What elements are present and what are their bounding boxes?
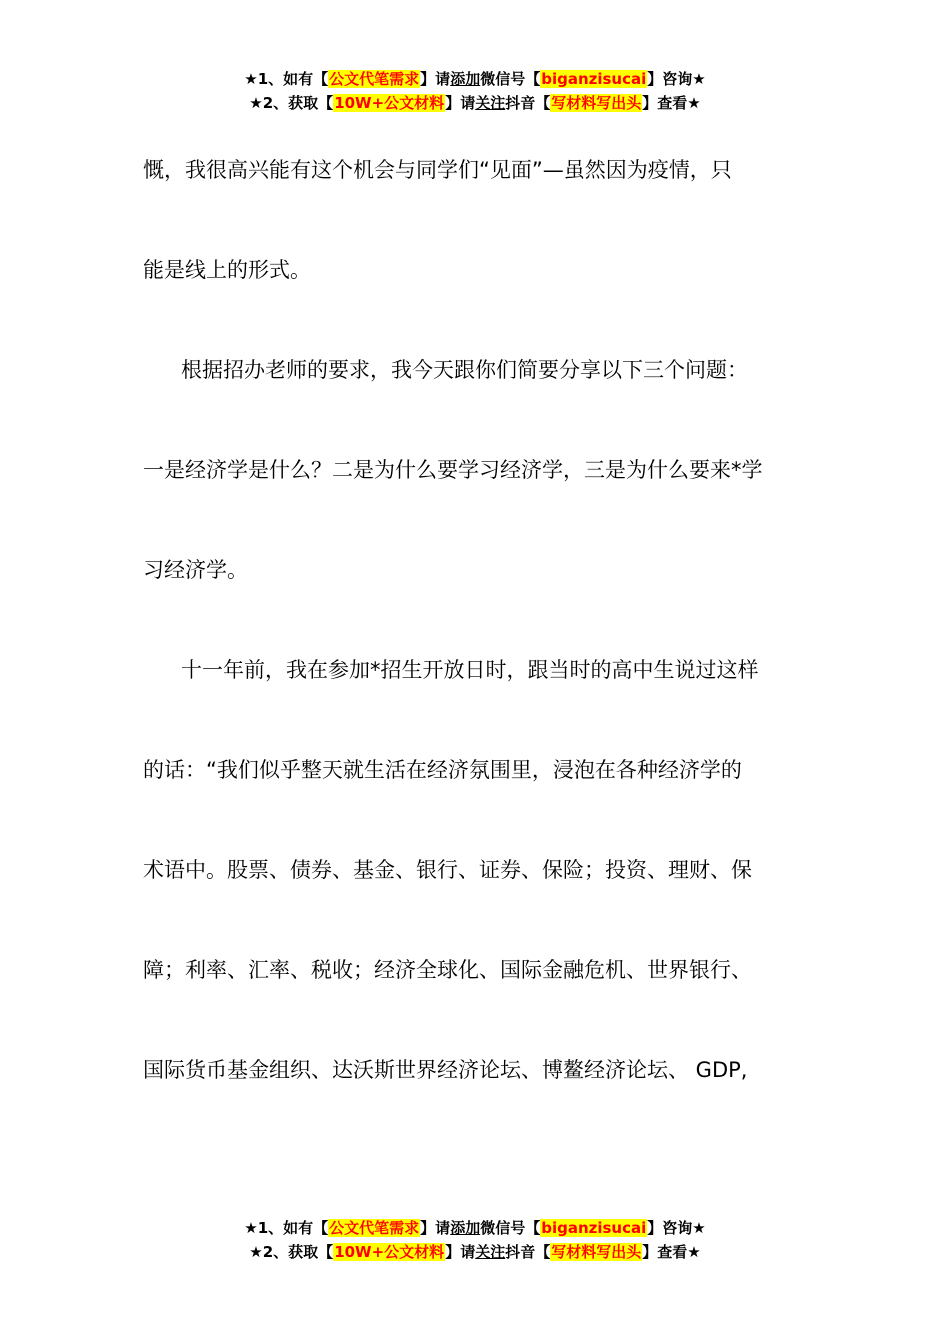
banner-text: 】咨询★: [647, 1219, 706, 1237]
document-body: [143, 120, 807, 1120]
banner-line-2: [0, 91, 950, 115]
banner-text: 微信号【: [480, 1219, 541, 1237]
banner-line-1: [0, 1216, 950, 1240]
body-line: 习经济学。: [143, 558, 248, 582]
banner-text: ★1、如有【: [244, 1219, 329, 1237]
banner-text: 】请: [445, 94, 476, 112]
banner-text: 】咨询★: [647, 70, 706, 88]
banner-line-1: [0, 67, 950, 91]
banner-text: 抖音【: [505, 94, 551, 112]
banner-text: 】请: [445, 1243, 476, 1261]
body-line: 障；利率、汇率、税收；经济全球化、国际金融危机、世界银行、: [143, 958, 752, 982]
footer-banner: [0, 1216, 950, 1264]
body-line: 慨，我很高兴能有这个机会与同学们“见面”—虽然因为疫情，只: [143, 158, 732, 182]
body-line: 国际货币基金组织、达沃斯世界经济论坛、博鳌经济论坛、 GDP,: [143, 1058, 748, 1082]
highlight-materials: 10W+公文材料: [334, 1243, 445, 1261]
banner-line-2: [0, 1240, 950, 1264]
underlined-follow: 关注: [475, 1243, 506, 1261]
banner-text: ★2、获取【: [249, 1243, 334, 1261]
banner-text: 】请: [420, 70, 451, 88]
body-line: 的话：“我们似乎整天就生活在经济氛围里，浸泡在各种经济学的: [143, 758, 742, 782]
banner-text: 】查看★: [642, 1243, 701, 1261]
body-line: 一是经济学是什么？二是为什么要学习经济学，三是为什么要来*学: [143, 458, 763, 482]
highlight-wechat-id: biganzisucai: [541, 1219, 647, 1237]
highlight-writing-service: 公文代笔需求: [329, 1219, 420, 1237]
underlined-follow: 关注: [475, 94, 506, 112]
underlined-add: 添加: [450, 1219, 481, 1237]
banner-text: 微信号【: [480, 70, 541, 88]
body-line: 十一年前，我在参加*招生开放日时，跟当时的高中生说过这样: [181, 658, 759, 682]
highlight-writing-service: 公文代笔需求: [329, 70, 420, 88]
highlight-douyin-account: 写材料写出头: [551, 1243, 642, 1261]
highlight-wechat-id: biganzisucai: [541, 70, 647, 88]
body-line: 能是线上的形式。: [143, 258, 311, 282]
banner-text: ★1、如有【: [244, 70, 329, 88]
header-banner: [0, 67, 950, 115]
body-line: 术语中。股票、债券、基金、银行、证券、保险；投资、理财、保: [143, 858, 752, 882]
underlined-add: 添加: [450, 70, 481, 88]
banner-text: 抖音【: [505, 1243, 551, 1261]
highlight-materials: 10W+公文材料: [334, 94, 445, 112]
highlight-douyin-account: 写材料写出头: [551, 94, 642, 112]
banner-text: ★2、获取【: [249, 94, 334, 112]
banner-text: 】请: [420, 1219, 451, 1237]
banner-text: 】查看★: [642, 94, 701, 112]
body-line: 根据招办老师的要求，我今天跟你们简要分享以下三个问题：: [181, 358, 748, 382]
